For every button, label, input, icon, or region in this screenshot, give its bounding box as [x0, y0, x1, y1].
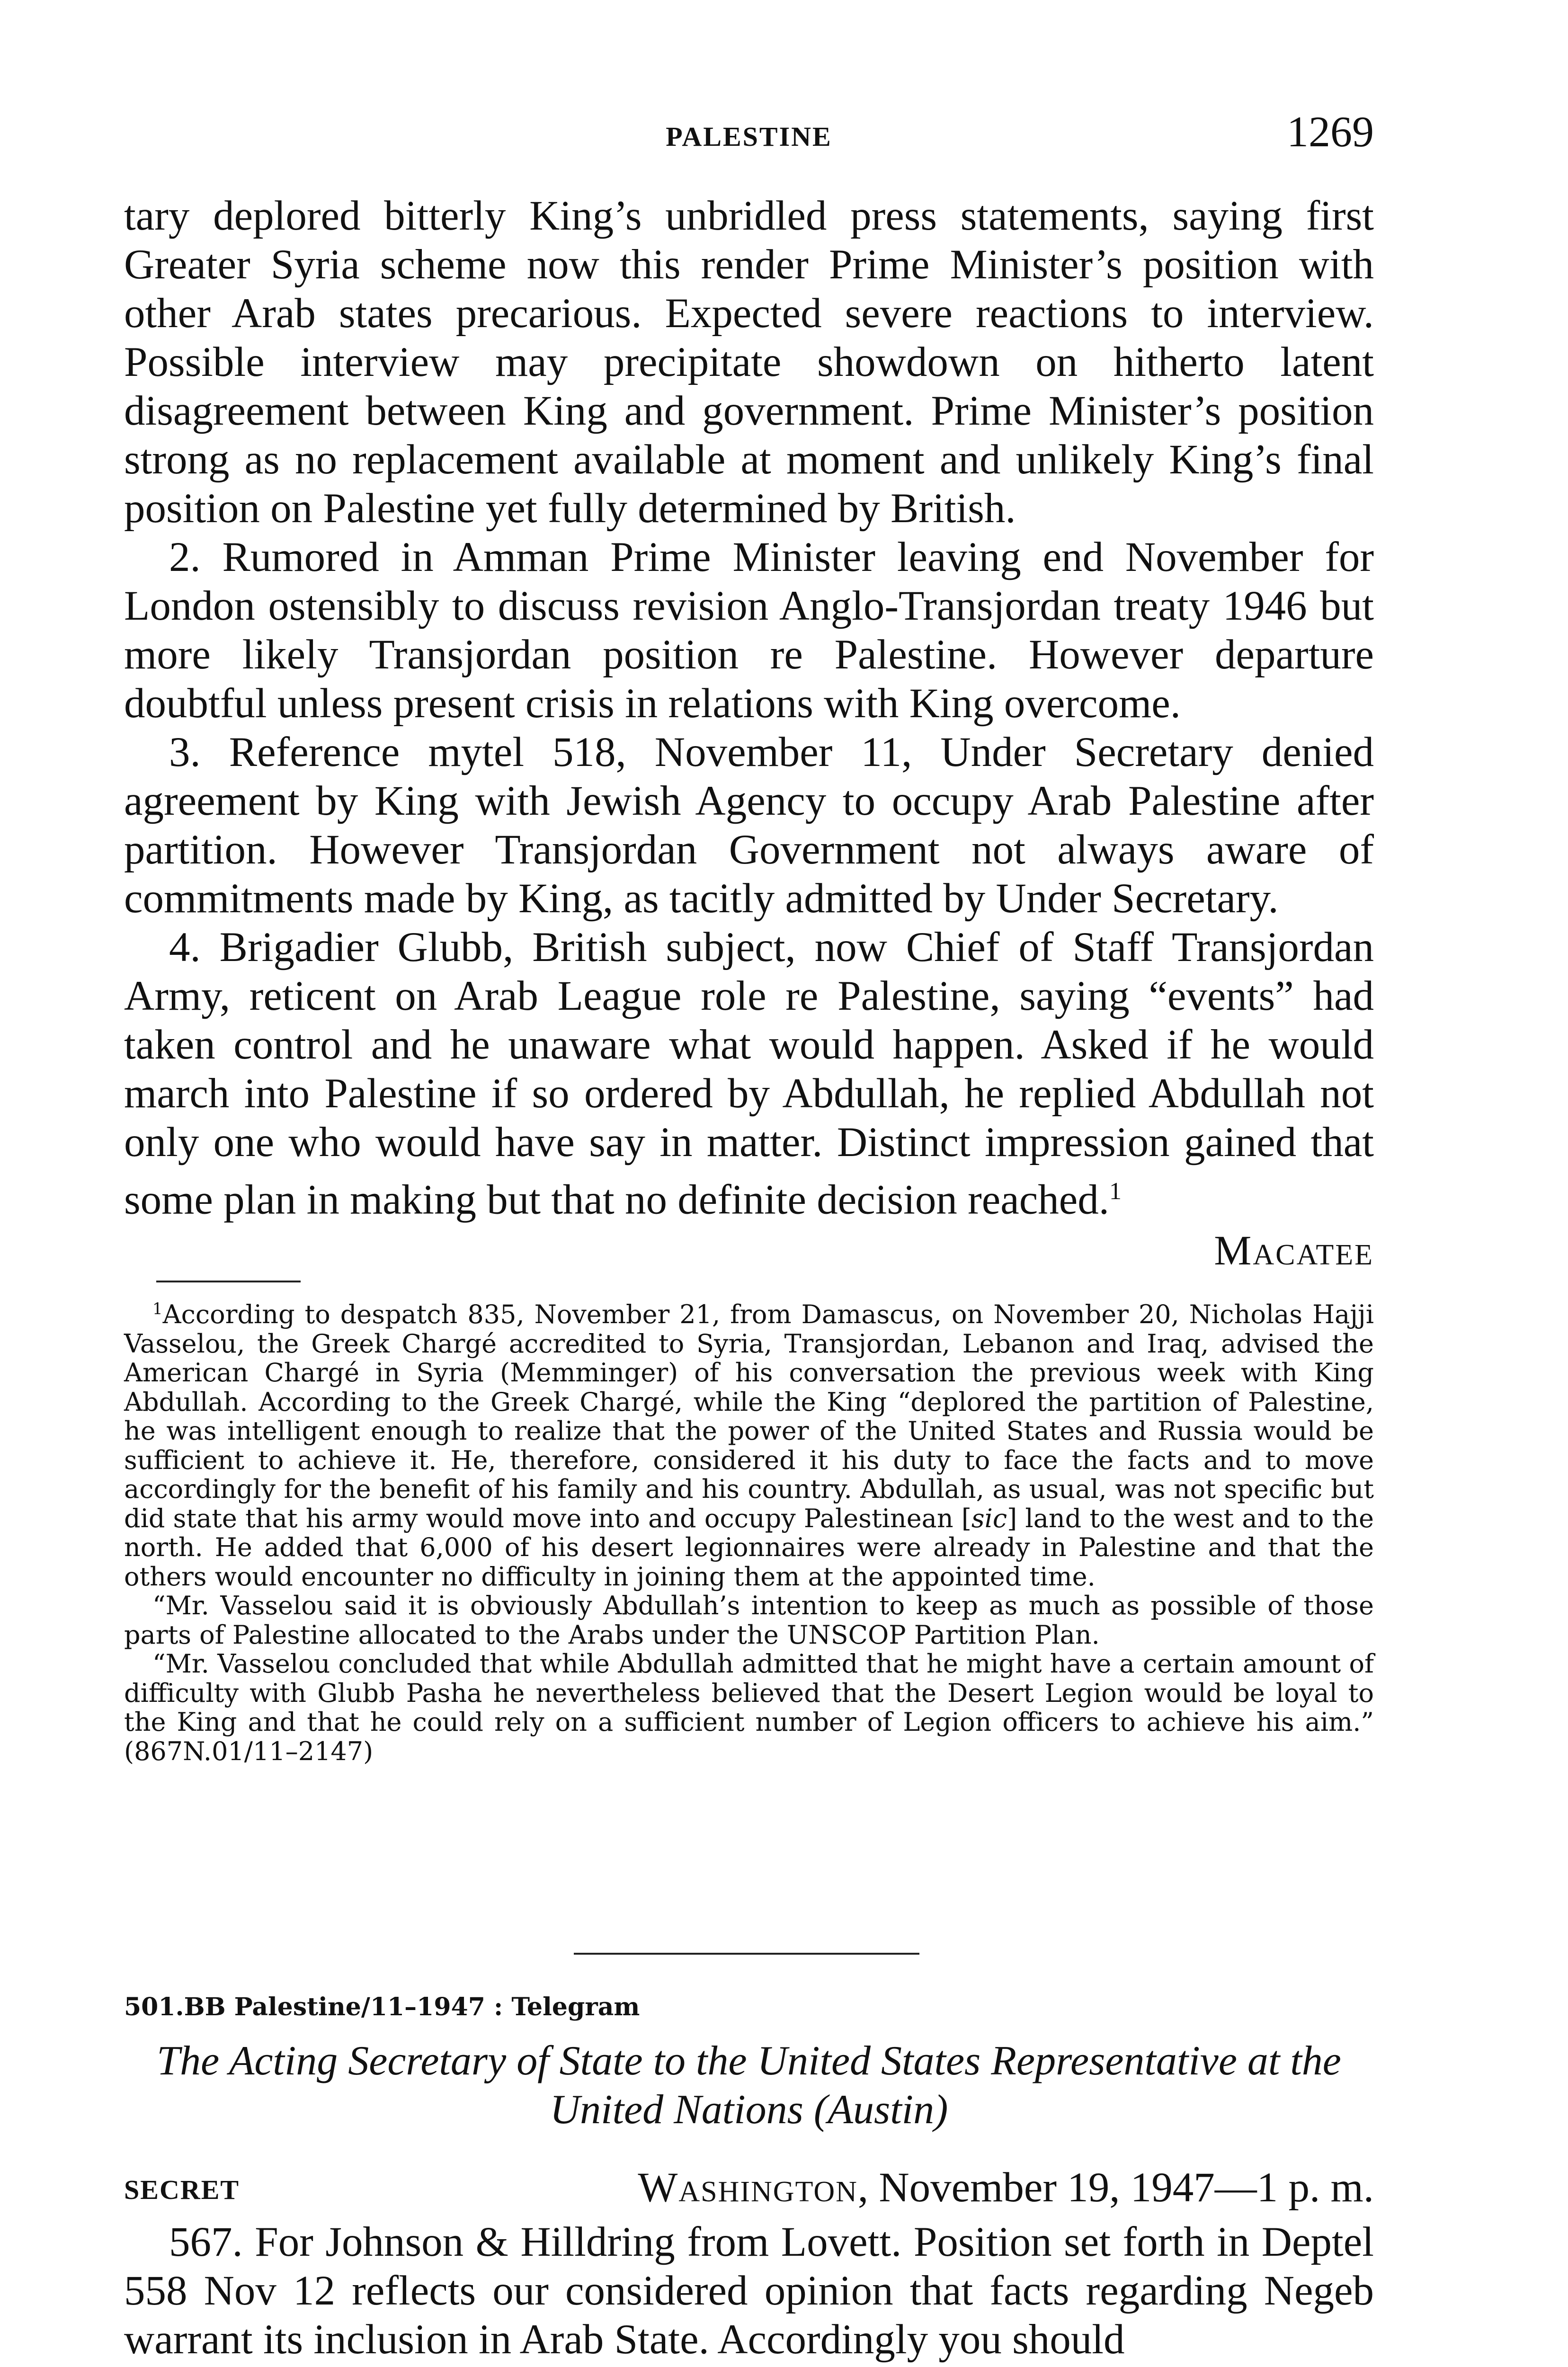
footnote-quote-2: “Mr. Vasselou said it is obviously Abdullah’s intention to keep as much as possible of those parts of Palestine allocated to the Arabs under the UNSCOP Partition Plan.	[124, 1591, 1374, 1650]
place-date	[638, 2163, 1374, 2212]
footnote-marker: 1	[152, 1299, 163, 1318]
footnote-1-text-end: ] land to the west and to the north. He added that 6,000 of his desert legionnaires were already in Palestine and that the others would encounter no difficulty in joining them at the appointed time.	[124, 1503, 1374, 1592]
footnote-reference[interactable]: 1	[1109, 1178, 1122, 1205]
page-number: 1269	[1287, 107, 1374, 156]
footnotes	[124, 1295, 1374, 1766]
dateline-date: , November 19, 1947—1 p. m.	[857, 2164, 1374, 2211]
footnote-1	[124, 1295, 1374, 1591]
continuation-paragraph: tary deplored bitterly King’s unbridled press statements, saying first Greater Syria scheme now this render Prime Minister’s position with other Arab states precarious. Expected severe reactions to interview. Possible interview may precipitate showdown on hitherto latent disagreement between King and government. Prime Minister’s position strong as no replacement available at moment and unlikely King’s final position on Palestine yet fully determined by British.	[124, 193, 1374, 532]
running-head: PALESTINE	[666, 121, 832, 152]
paragraph-4	[124, 923, 1374, 1225]
signature: Macatee	[1214, 1227, 1374, 1274]
telegram-paragraph: 567. For Johnson & Hilldring from Lovett. Position set forth in Deptel 558 Nov 12 reflects our considered opinion that facts regarding Negeb warrant its inclusion in Arab State. Accordingly you should	[124, 2219, 1374, 2363]
dateline-place: Washington	[638, 2164, 858, 2211]
footnote-rule	[156, 1281, 301, 1282]
paragraph-4-text: 4. Brigadier Glubb, British subject, now Chief of Staff Transjordan Army, reticent on Arab League role re Palestine, saying “events” had taken control and he unaware what would happen. Asked if he would march into Palestine if so ordered by Abdullah, he replied Abdullah not only one who would have say in matter. Distinct impression gained that some plan in making but that no definite decision reached.	[124, 924, 1374, 1223]
page-header	[124, 107, 1374, 159]
classification-label: SECRET	[124, 2174, 240, 2205]
footnote-1-text: According to despatch 835, November 21, from Damascus, on November 20, Nicholas Hajji Vasselou, the Greek Chargé accredited to Syria, Transjordan, Lebanon and Iraq, advised the American Chargé in Syria (Memminger) of his conversation the previous week with King Abdullah. According to the Greek Chargé, while the King “deplored the partition of Palestine, he was intelligent enough to realize that the power of the United States and Russia would be sufficient to achieve it. He, therefore, considered it his duty to face the facts and to move accordingly for the benefit of his family and his country. Abdullah, as usual, was not specific but did state that his army would move into and occupy Palestinean [	[124, 1299, 1374, 1533]
sic-note: sic	[971, 1503, 1007, 1533]
paragraph-2: 2. Rumored in Amman Prime Minister leaving end November for London ostensibly to discuss revision Anglo-Transjordan treaty 1946 but more likely Transjordan position re Palestine. However departure doubtful unless present crisis in relations with King overcome.	[124, 534, 1374, 727]
footnote-quote-3: “Mr. Vasselou concluded that while Abdullah admitted that he might have a certain amount of difficulty with Glubb Pasha he nevertheless believed that the Desert Legion would be loyal to the King and that he could rely on a sufficient number of Legion officers to achieve his aim.” (867N.01/11–2147)	[124, 1649, 1374, 1766]
telegram-body	[124, 192, 1374, 1275]
document-title: The Acting Secretary of State to the United States Representative at the United Nations (Austin)	[157, 2038, 1341, 2133]
paragraph-3: 3. Reference mytel 518, November 11, Under Secretary denied agreement by King with Jewish Agency to occupy Arab Palestine after partition. However Transjordan Government not always aware of commitments made by King, as tacitly admitted by Under Secretary.	[124, 729, 1374, 922]
file-reference: 501.BB Palestine/11–1947 : Telegram	[124, 1993, 640, 2021]
dateline	[124, 2163, 1374, 2216]
section-divider	[574, 1953, 919, 1955]
telegram-text	[124, 2218, 1374, 2364]
